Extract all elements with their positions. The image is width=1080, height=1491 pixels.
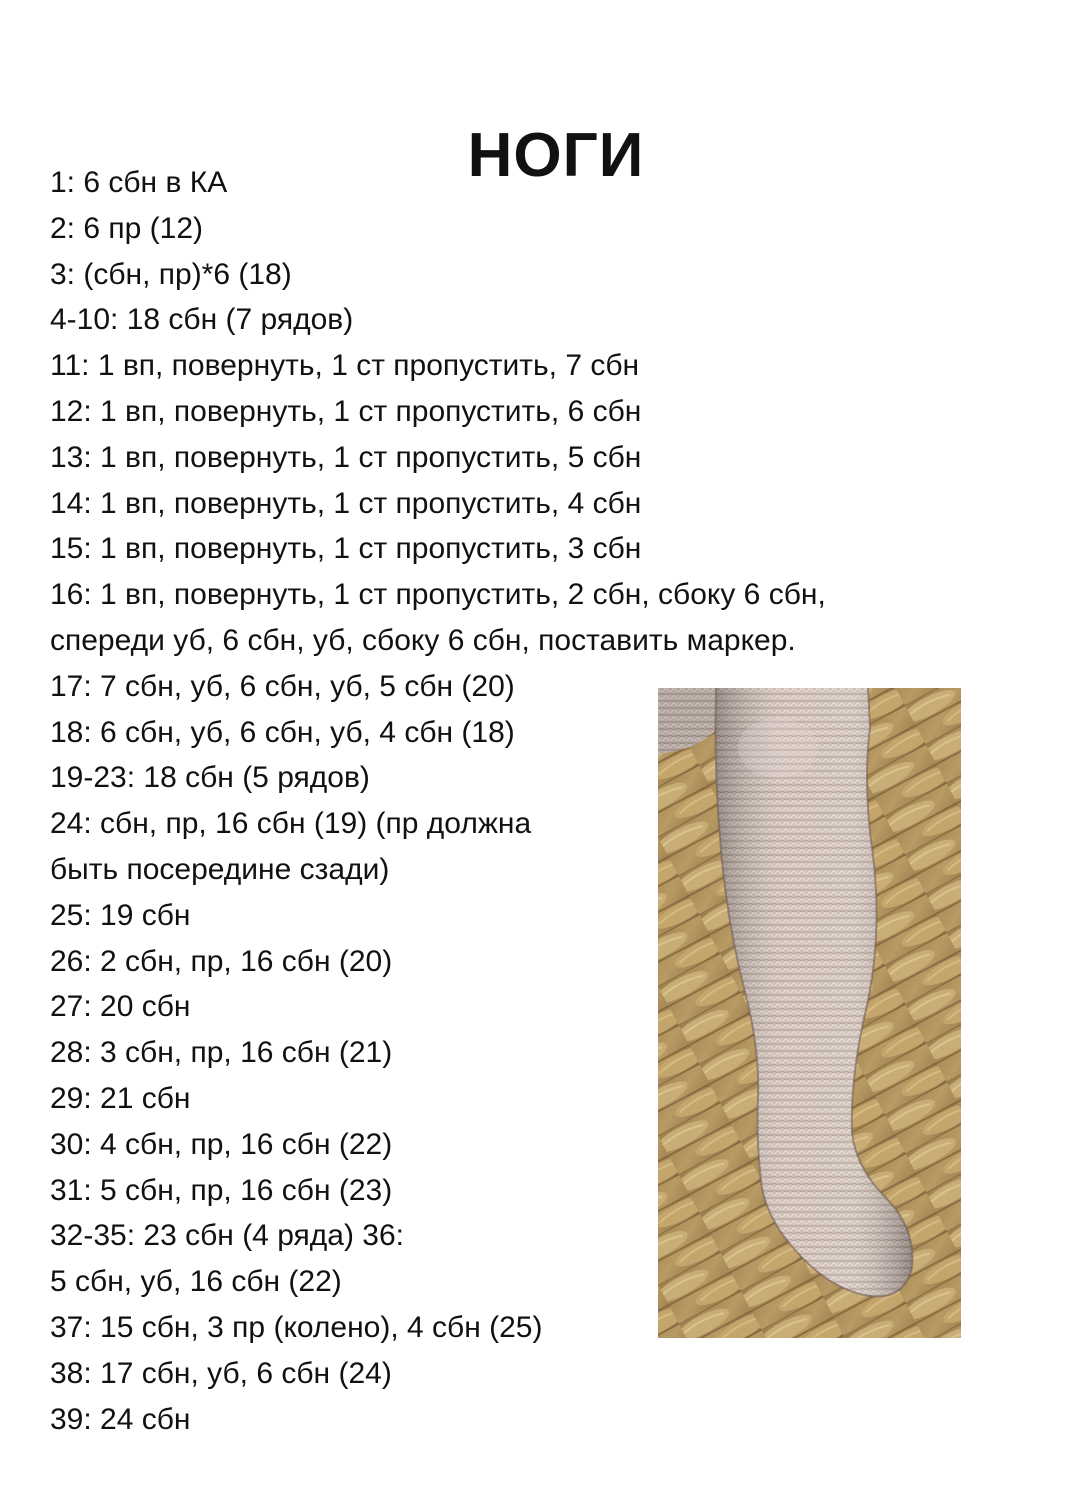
pattern-row: 28: 3 сбн, пр, 16 сбн (21) xyxy=(50,1036,393,1070)
pattern-row: 4-10: 18 сбн (7 рядов) xyxy=(50,303,354,337)
pattern-row: 24: сбн, пр, 16 сбн (19) (пр должна xyxy=(50,807,532,841)
pattern-row: 39: 24 сбн xyxy=(50,1402,191,1436)
pattern-row: 38: 17 сбн, уб, 6 сбн (24) xyxy=(50,1356,392,1390)
pattern-row: 1: 6 сбн в КА xyxy=(50,166,228,199)
pattern-row: 32-35: 23 сбн (4 ряда) 36: xyxy=(50,1219,405,1253)
pattern-row: 14: 1 вп, повернуть, 1 ст пропустить, 4 сбн xyxy=(50,486,642,520)
page-title: НОГИ xyxy=(467,120,645,190)
crocheted-leg-photo xyxy=(658,688,961,1338)
pattern-row: быть посередине сзади) xyxy=(50,852,390,886)
pattern-row: 31: 5 сбн, пр, 16 сбн (23) xyxy=(50,1173,393,1207)
pattern-row: 37: 15 сбн, 3 пр (колено), 4 сбн (25) xyxy=(50,1310,543,1344)
pattern-row: 3: (сбн, пр)*6 (18) xyxy=(50,257,292,291)
pattern-row: 29: 21 сбн xyxy=(50,1081,191,1115)
pattern-row: 18: 6 сбн, уб, 6 сбн, уб, 4 сбн (18) xyxy=(50,715,515,749)
pattern-row: 26: 2 сбн, пр, 16 сбн (20) xyxy=(50,944,393,978)
pattern-row: 5 сбн, уб, 16 сбн (22) xyxy=(50,1265,342,1299)
pattern-row: 27: 20 сбн xyxy=(50,990,191,1024)
pattern-row: 15: 1 вп, повернуть, 1 ст пропустить, 3 сбн xyxy=(50,532,642,566)
pattern-row: 30: 4 сбн, пр, 16 сбн (22) xyxy=(50,1127,393,1161)
pattern-row: 16: 1 вп, повернуть, 1 ст пропустить, 2 сбн, сбоку 6 сбн, xyxy=(50,578,826,612)
pattern-row: 25: 19 сбн xyxy=(50,898,191,932)
pattern-row: 2: 6 пр (12) xyxy=(50,211,203,245)
pattern-row: 12: 1 вп, повернуть, 1 ст пропустить, 6 сбн xyxy=(50,394,642,428)
pattern-row: спереди уб, 6 сбн, уб, сбоку 6 сбн, поставить маркер. xyxy=(50,623,796,657)
pattern-row: 19-23: 18 сбн (5 рядов) xyxy=(50,761,370,795)
pattern-row: 13: 1 вп, повернуть, 1 ст пропустить, 5 сбн xyxy=(50,440,642,474)
pattern-row: 17: 7 сбн, уб, 6 сбн, уб, 5 сбн (20) xyxy=(50,669,515,703)
pattern-row: 11: 1 вп, повернуть, 1 ст пропустить, 7 сбн xyxy=(50,349,640,383)
